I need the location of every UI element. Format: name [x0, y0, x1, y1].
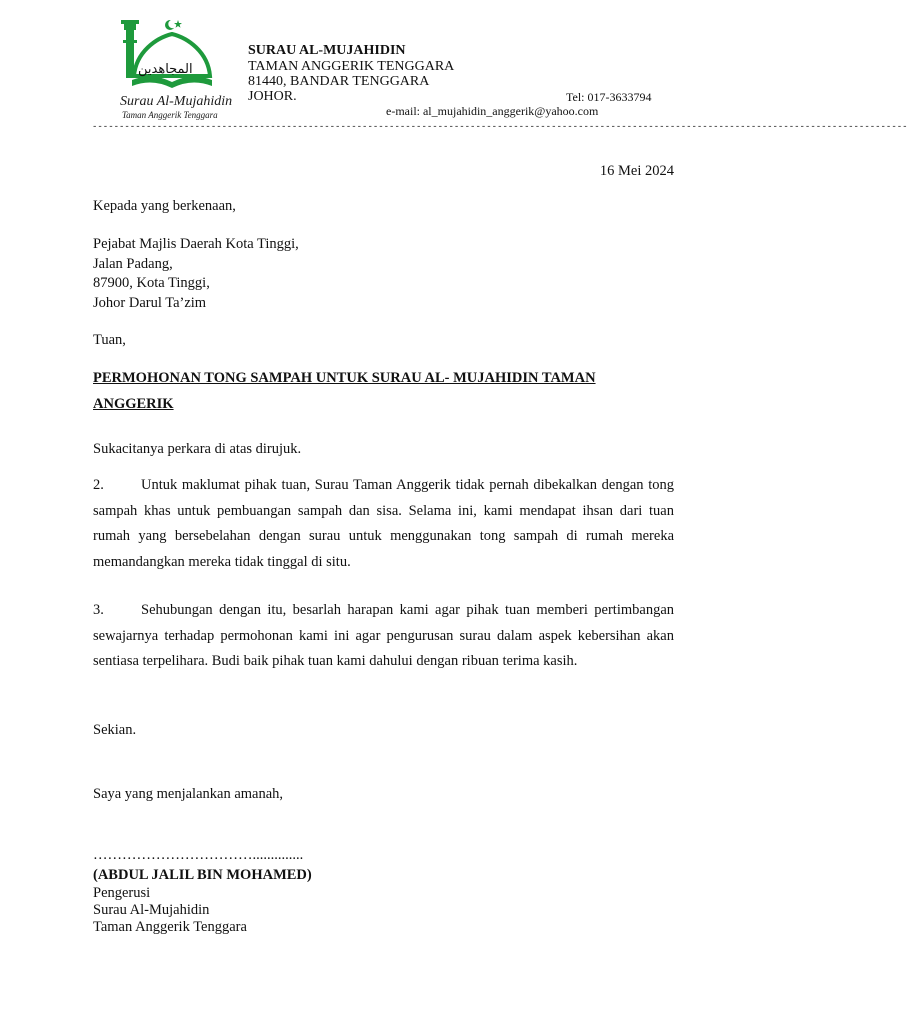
logo-arabic-text: المجاهدين: [138, 62, 193, 77]
recipient-line-3: 87900, Kota Tinggi,: [93, 275, 210, 291]
opening-line: Sukacitanya perkara di atas dirujuk.: [93, 441, 302, 457]
paragraph-text: Untuk maklumat pihak tuan, Surau Taman Anggerik tidak pernah dibekalkan dengan tong sampah khas untuk pembuangan sampah dan sisa. Selama ini, kami mendapat ihsan dari tuan rumah yang bersebelahan dengan surau untuk menggunakan tong sampah di rumah mereka memandangkan mereka tidak tinggal di situ.: [93, 477, 674, 570]
letter-subject: PERMOHONAN TONG SAMPAH UNTUK SURAU AL- MUJAHIDIN TAMAN ANGGERIK: [93, 370, 596, 412]
address-line-1: TAMAN ANGGERIK TENGGARA: [248, 59, 455, 74]
address-line-2: 81440, BANDAR TENGGARA: [248, 74, 430, 89]
tel-number: Tel: 017-3633794: [566, 90, 652, 104]
signer-title-2: Surau Al-Mujahidin: [93, 902, 210, 918]
greeting: Tuan,: [93, 332, 126, 348]
logo-script-name: Surau Al-Mujahidin: [120, 94, 233, 109]
paragraph-2: [93, 473, 674, 575]
logo-script-sub: Taman Anggerik Tenggara: [122, 110, 218, 120]
closing: Sekian.: [93, 722, 137, 738]
paragraph-text: Sehubungan dengan itu, besarlah harapan kami agar pihak tuan memberi pertimbangan sewajarnya terhadap permohonan kami ini agar pengurusan surau dalam aspek kebersihan akan sentiasa terpelihara. Budi baik pihak tuan kami dahului dengan ribuan terima kasih.: [93, 602, 674, 669]
signer-name: (ABDUL JALIL BIN MOHAMED): [93, 867, 312, 883]
paragraph-number: 2.: [93, 477, 104, 493]
email-address: e-mail: al_mujahidin_anggerik@yahoo.com: [386, 104, 599, 118]
paragraph-3: [93, 598, 674, 675]
recipient-line-1: Pejabat Majlis Daerah Kota Tinggi,: [93, 236, 299, 252]
address-line-3: JOHOR.: [248, 89, 297, 104]
recipient-line-4: Johor Darul Ta’zim: [93, 295, 207, 311]
salutation-to: Kepada yang berkenaan,: [93, 198, 236, 214]
org-name: SURAU AL-MUJAHIDIN: [248, 43, 406, 58]
sign-off: Saya yang menjalankan amanah,: [93, 786, 284, 802]
surau-logo: [112, 16, 232, 124]
signature-line: ……………………………..............: [93, 847, 304, 863]
letter-date: 16 Mei 2024: [599, 163, 674, 179]
recipient-line-2: Jalan Padang,: [93, 256, 173, 272]
signer-title-1: Pengerusi: [93, 885, 151, 901]
header-divider: -------------------------------------------------------------------------------------------------------------------------------------------------------: [92, 122, 908, 132]
paragraph-number: 3.: [93, 602, 104, 618]
signer-title-3: Taman Anggerik Tenggara: [93, 919, 247, 935]
